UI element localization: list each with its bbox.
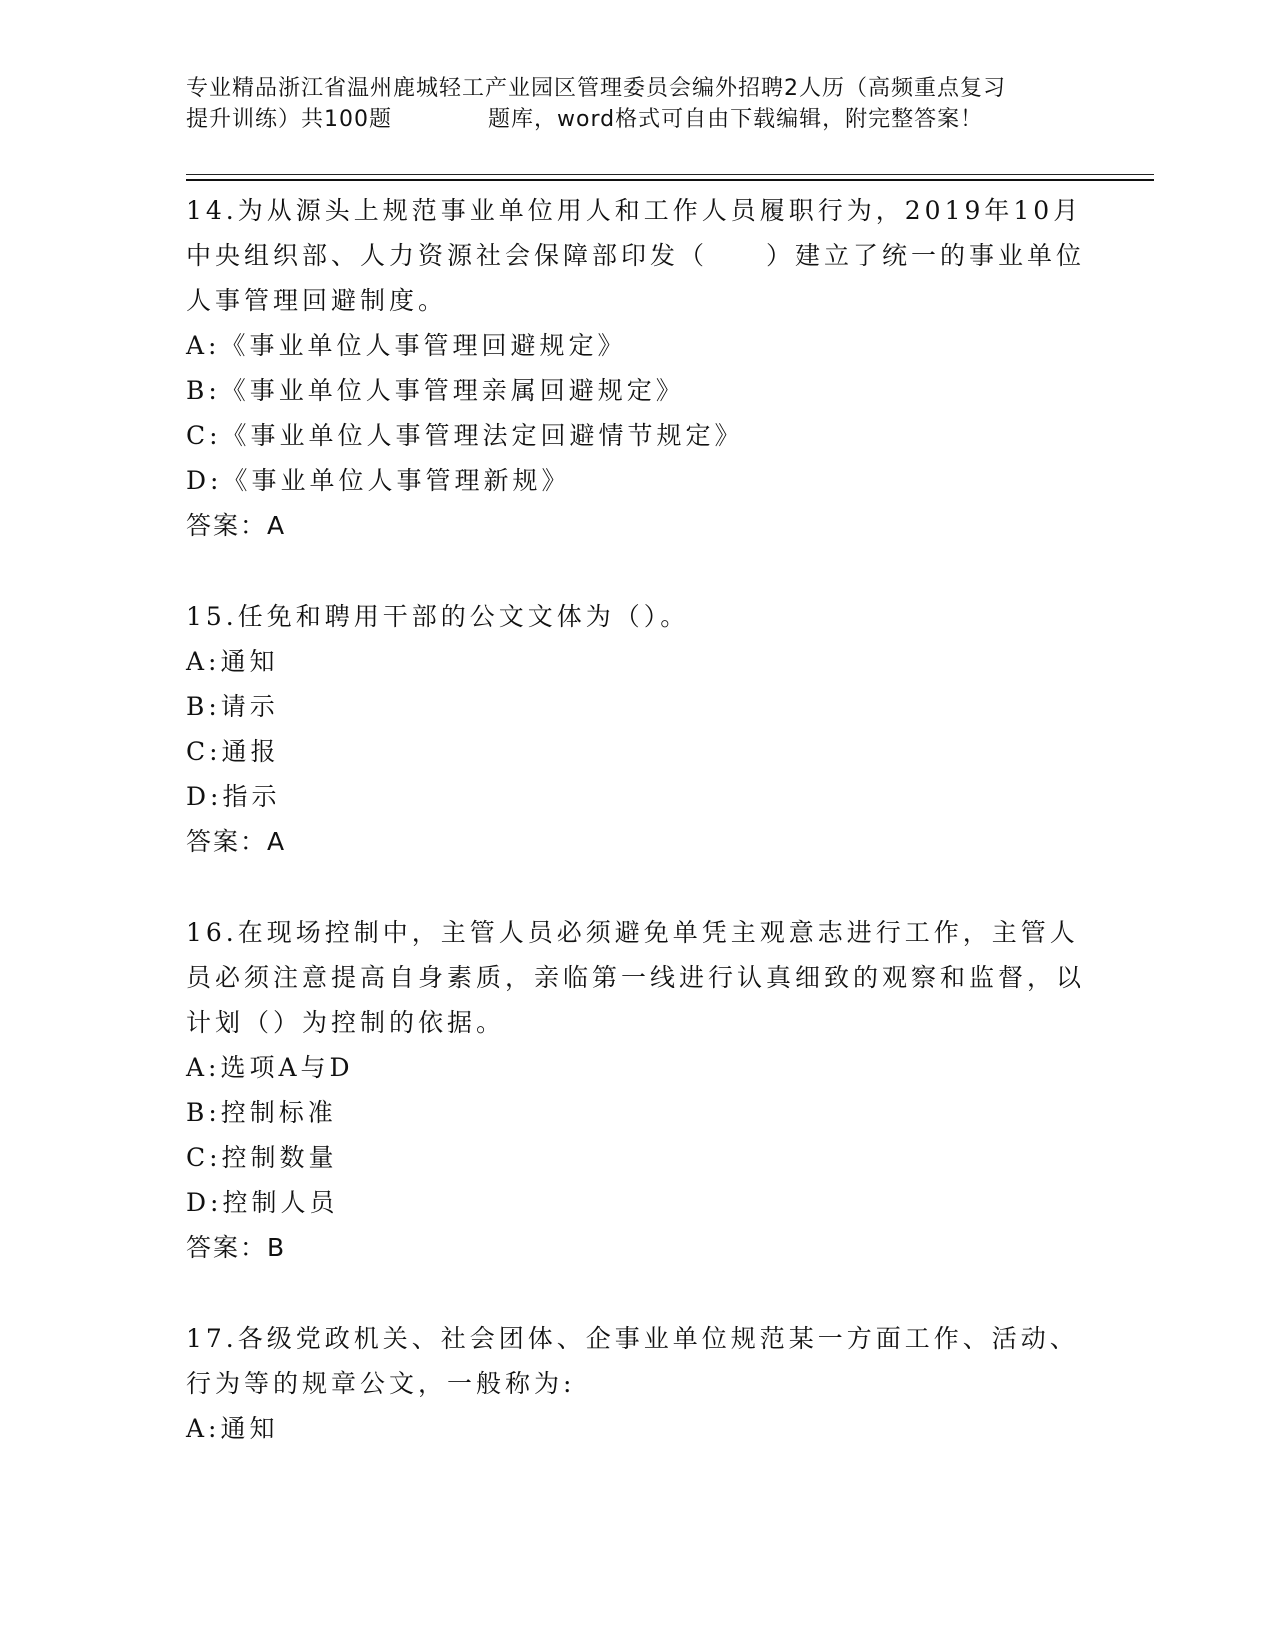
option-d: D:控制人员 <box>186 1188 339 1217</box>
answer-line: 答案：B <box>186 1233 287 1262</box>
header-title-line-2 <box>186 104 1086 135</box>
question-stem: 15.任免和聘用干部的公文文体为（）。 <box>186 602 690 631</box>
question-list <box>186 188 1086 1451</box>
answer-line: 答案：A <box>186 511 287 540</box>
header-divider-thick <box>186 179 1154 181</box>
option-c: C:通报 <box>186 737 280 766</box>
document-header <box>186 73 1086 135</box>
header-divider-thin <box>186 174 1154 175</box>
option-c: C:控制数量 <box>186 1143 338 1172</box>
option-b: B:控制标准 <box>186 1098 337 1127</box>
question-16 <box>186 910 1086 1271</box>
option-c: C:《事业单位人事管理法定回避情节规定》 <box>186 421 744 450</box>
option-b: B:《事业单位人事管理亲属回避规定》 <box>186 376 685 405</box>
question-17 <box>186 1316 1086 1451</box>
option-d: D:指示 <box>186 782 281 811</box>
option-a: A:选项A与D <box>186 1053 354 1082</box>
question-stem: 14.为从源头上规范事业单位用人和工作人员履职行为，2019年10月中央组织部、人力资源社会保障部印发（ ）建立了统一的事业单位人事管理回避制度。 <box>186 196 1086 315</box>
option-b: B:请示 <box>186 692 279 721</box>
question-14 <box>186 188 1086 549</box>
option-a: A:通知 <box>186 1414 279 1443</box>
header-title-part-b: 题库，word格式可自由下载编辑，附完整答案！ <box>488 107 984 132</box>
question-stem: 17.各级党政机关、社会团体、企事业单位规范某一方面工作、活动、行为等的规章公文，一般称为: <box>186 1324 1079 1398</box>
question-stem: 16.在现场控制中，主管人员必须避免单凭主观意志进行工作，主管人员必须注意提高自身素质，亲临第一线进行认真细致的观察和监督，以计划（）为控制的依据。 <box>186 918 1086 1037</box>
header-title-part-a: 提升训练）共100题 <box>186 107 392 132</box>
option-a: A:通知 <box>186 647 279 676</box>
option-a: A:《事业单位人事管理回避规定》 <box>186 331 627 360</box>
option-d: D:《事业单位人事管理新规》 <box>186 466 571 495</box>
question-15 <box>186 594 1086 865</box>
answer-line: 答案：A <box>186 827 287 856</box>
header-title-line-1: 专业精品浙江省温州鹿城轻工产业园区管理委员会编外招聘2人历（高频重点复习 <box>186 76 1006 101</box>
